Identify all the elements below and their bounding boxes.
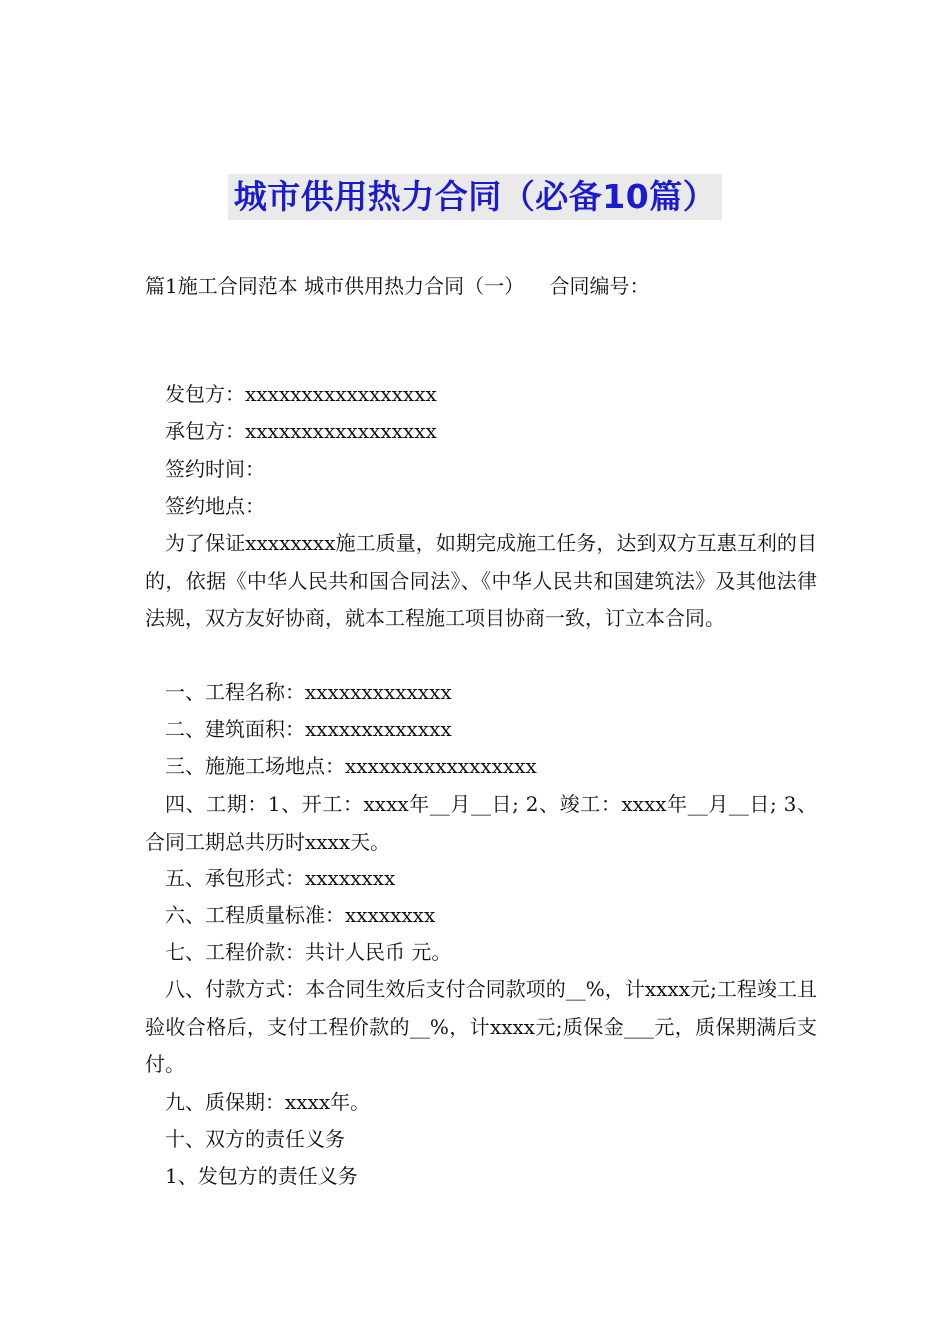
clause-3: 三、施施工场地点：xxxxxxxxxxxxxxxxx [165, 754, 537, 778]
sign-time-line: 签约时间： [165, 457, 265, 481]
clause-5: 五、承包形式：xxxxxxxx [165, 866, 396, 890]
intro-paragraph: 为了保证xxxxxxxx施工质量，如期完成施工任务，达到双方互惠互利的目的，依据《中华人民共和国合同法》、《中华人民共和国建筑法》及其他法律法规，双方友好协商，就本工程施工项目协商一致，订立本合同。 [145, 531, 817, 630]
clause-1: 一、工程名称：xxxxxxxxxxxxx [165, 680, 452, 704]
section-heading: 篇1施工合同范本 城市供用热力合同（一） 合同编号： [145, 274, 650, 298]
clause-10: 十、双方的责任义务 [165, 1127, 345, 1151]
party-b-line: 承包方：xxxxxxxxxxxxxxxxx [165, 419, 437, 443]
sign-place-line: 签约地点： [165, 494, 265, 518]
clause-4: 四、工期：1、开工：xxxx年__月__日; 2、竣工：xxxx年__月__日; 3、合同工期总共历时xxxx天。 [145, 792, 817, 854]
party-a-line: 发包方：xxxxxxxxxxxxxxxxx [165, 382, 437, 406]
clause-7: 七、工程价款：共计人民币 元。 [165, 940, 452, 964]
document-title: 城市供用热力合同（必备10篇） [228, 174, 722, 220]
clause-2: 二、建筑面积：xxxxxxxxxxxxx [165, 717, 452, 741]
clause-6: 六、工程质量标准：xxxxxxxx [165, 903, 436, 927]
clause-9: 九、质保期：xxxx年。 [165, 1090, 371, 1114]
title-container [0, 174, 950, 220]
sub-clause-1: 1、发包方的责任义务 [165, 1164, 358, 1188]
clause-8: 八、付款方式：本合同生效后支付合同款项的__%，计xxxx元;工程竣工且验收合格后，支付工程价款的__%，计xxxx元;质保金___元，质保期满后支付。 [145, 977, 817, 1076]
